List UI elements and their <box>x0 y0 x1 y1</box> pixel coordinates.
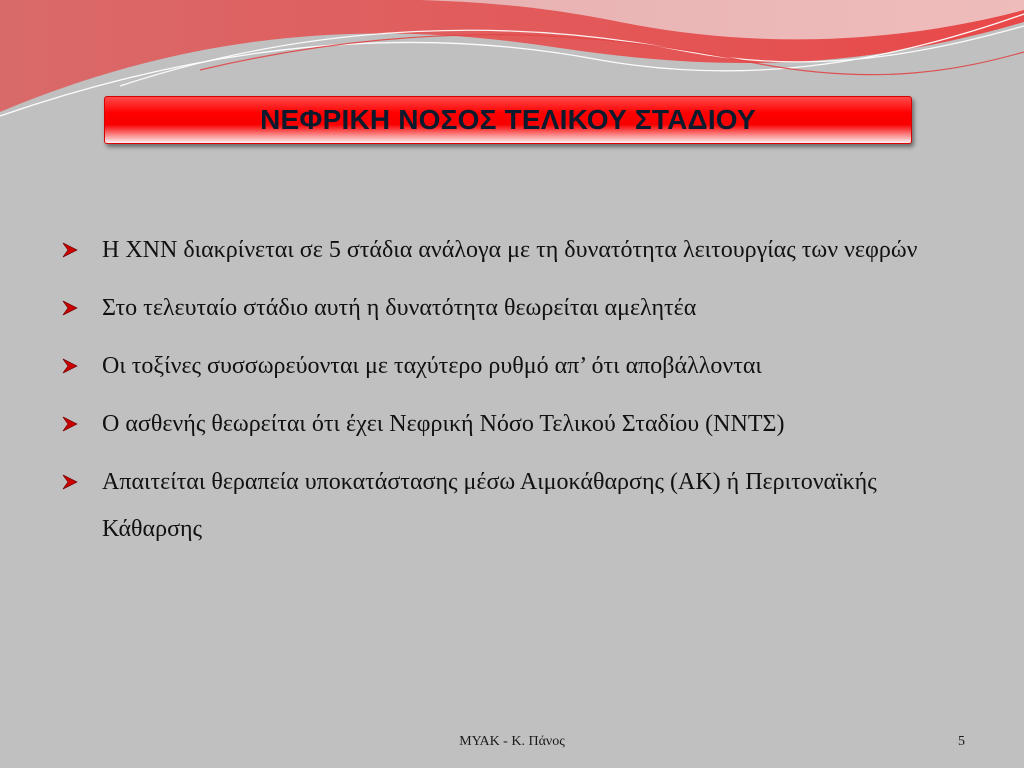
bullet-text: Στο τελευταίο στάδιο αυτή η δυνατότητα θεωρείται αμελητέα <box>102 295 697 321</box>
arrowhead-bullet-icon <box>62 460 102 504</box>
bullet-text: Οι τοξίνες συσσωρεύονται με ταχύτερο ρυθμό απ’ ότι αποβάλλονται <box>102 353 762 379</box>
bullet-item-3 <box>62 344 962 390</box>
bullet-item-2 <box>62 286 962 332</box>
slide-title: ΝΕΦΡΙΚΗ ΝΟΣΟΣ ΤΕΛΙΚΟΥ ΣΤΑΔΙΟΥ <box>260 104 756 135</box>
arrowhead-bullet-icon <box>62 402 102 446</box>
title-banner <box>104 96 912 144</box>
bullet-text: Ο ασθενής θεωρείται ότι έχει Νεφρική Νόσο Τελικού Σταδίου (ΝΝΤΣ) <box>102 411 785 437</box>
arrowhead-bullet-icon <box>62 286 102 330</box>
arrowhead-bullet-icon <box>62 228 102 272</box>
arrowhead-bullet-icon <box>62 344 102 388</box>
bullet-text: Απαιτείται θεραπεία υποκατάστασης μέσω Αιμοκάθαρσης (ΑΚ) ή Περιτοναϊκής Κάθαρσης <box>102 469 877 542</box>
bullet-item-1 <box>62 228 962 274</box>
footer-author: ΜΥΑΚ - Κ. Πάνος <box>459 734 565 749</box>
bullet-text: Η ΧΝΝ διακρίνεται σε 5 στάδια ανάλογα με τη δυνατότητα λειτουργίας των νεφρών <box>102 237 918 263</box>
page-number: 5 <box>958 734 965 749</box>
bullet-list <box>62 228 962 565</box>
bullet-item-4 <box>62 402 962 448</box>
bullet-item-5 <box>62 460 962 553</box>
